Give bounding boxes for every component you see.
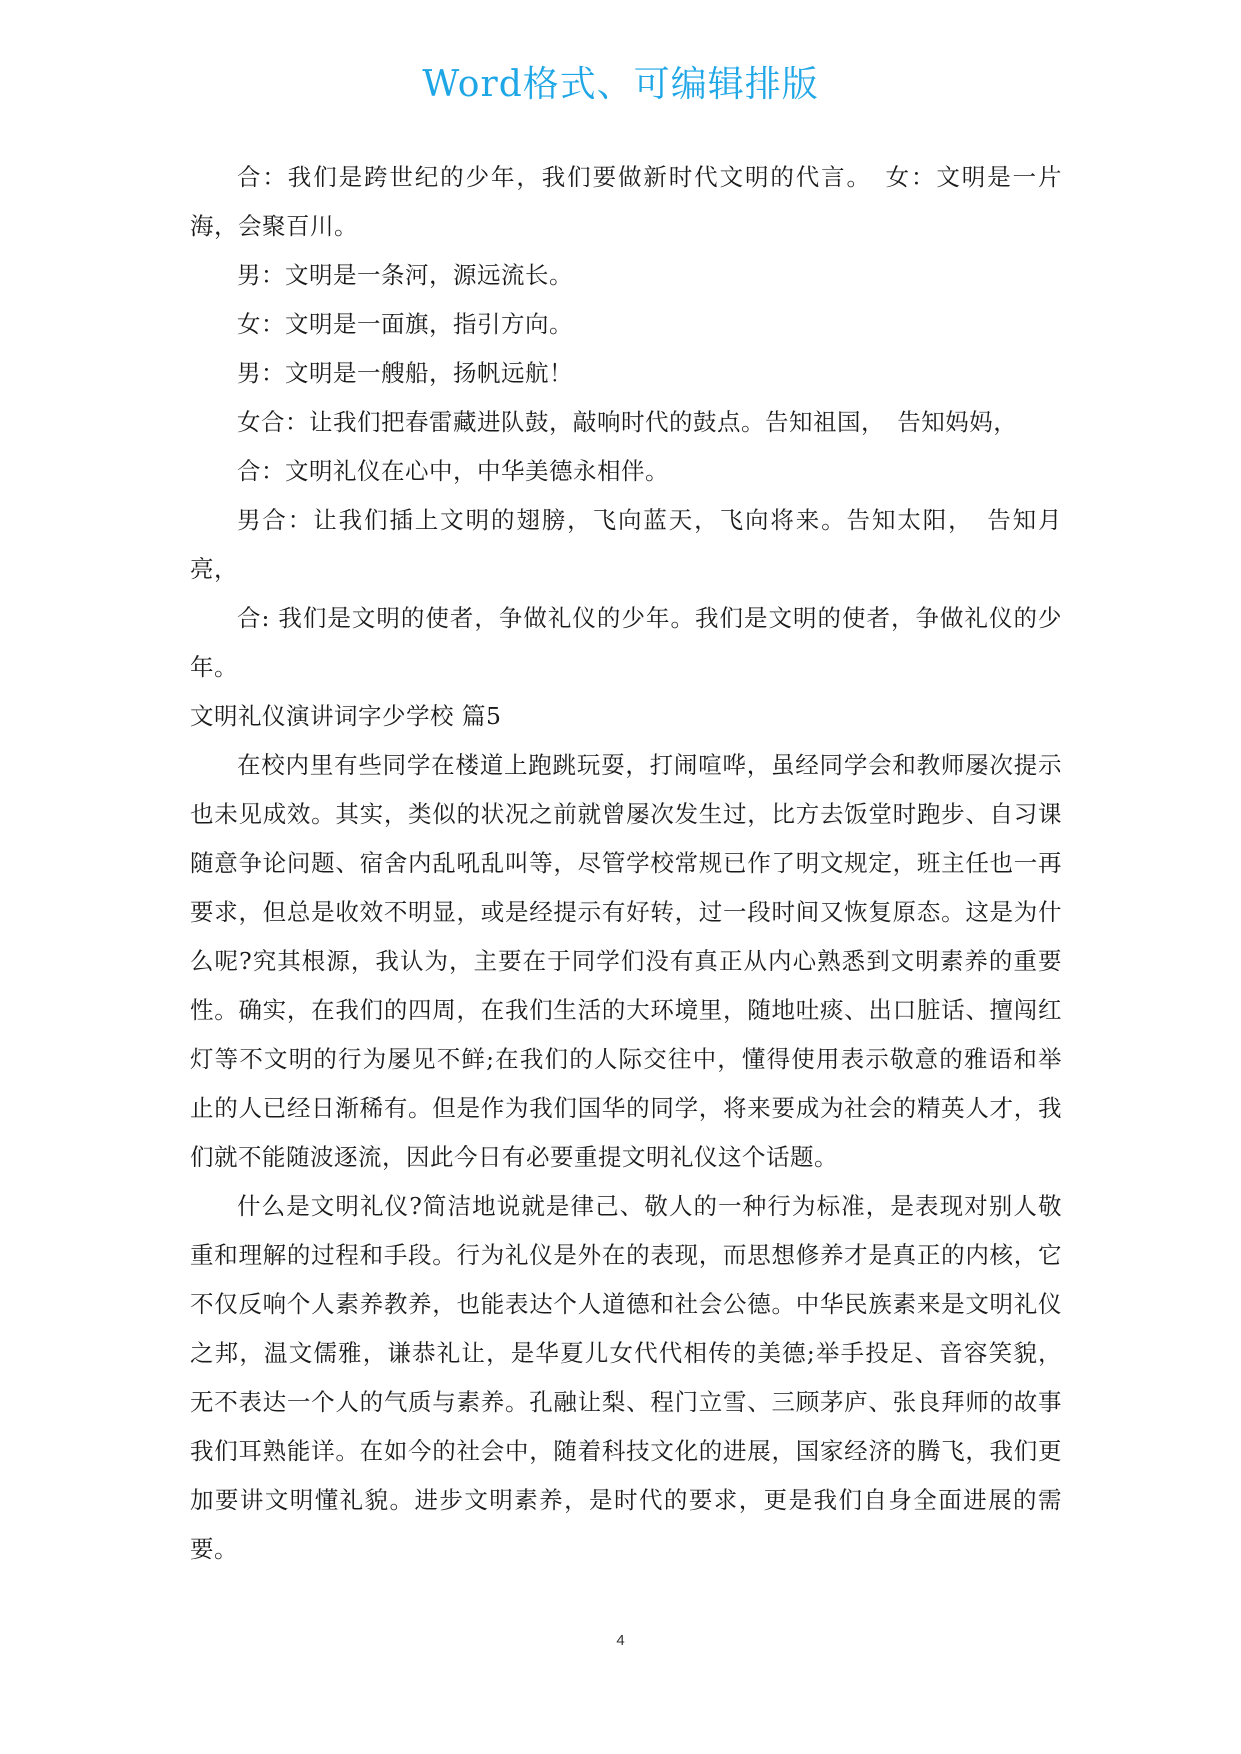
section-heading: 文明礼仪演讲词字少学校 篇5: [190, 702, 502, 730]
paragraph: 女：文明是一面旗，指引方向。: [237, 310, 573, 338]
paragraph: 合：我们是跨世纪的少年，我们要做新时代文明的代言。 女：文明是一片海，会聚百川。: [190, 163, 1062, 240]
paragraph: 合: 我们是文明的使者，争做礼仪的少年。我们是文明的使者，争做礼仪的少年。: [190, 604, 1062, 681]
paragraph: 女合：让我们把春雷藏进队鼓，敲响时代的鼓点。告知祖国， 告知妈妈，: [237, 408, 1018, 436]
page-header-title: Word格式、可编辑排版: [422, 64, 819, 105]
paragraph: 合：文明礼仪在心中，中华美德永相伴。: [237, 457, 669, 485]
paragraph: 什么是文明礼仪?简洁地说就是律己、敬人的一种行为标准，是表现对别人敬重和理解的过程和手段。行为礼仪是外在的表现，而思想修养才是真正的内核，它不仅反响个人素养教养，也能表达个人道德和社会公德。中华民族素来是文明礼仪之邦，温文儒雅，谦恭礼让，是华夏儿女代代相传的美德;举手投足、音容笑貌，无不表达一个人的气质与素养。孔融让梨、程门立雪、三顾茅庐、张良拜师的故事我们耳熟能详。在如今的社会中，随着科技文化的进展，国家经济的腾飞，我们更加要讲文明懂礼貌。进步文明素养，是时代的要求，更是我们自身全面进展的需要。: [190, 1192, 1062, 1563]
paragraph: 在校内里有些同学在楼道上跑跳玩耍，打闹喧哗，虽经同学会和教师屡次提示也未见成效。其实，类似的状况之前就曾屡次发生过，比方去饭堂时跑步、自习课随意争论问题、宿舍内乱吼乱叫等，尽管学校常规已作了明文规定，班主任也一再要求，但总是收效不明显，或是经提示有好转，过一段时间又恢复原态。这是为什么呢?究其根源，我认为，主要在于同学们没有真正从内心熟悉到文明素养的重要性。确实，在我们的四周，在我们生活的大环境里，随地吐痰、出口脏话、擅闯红灯等不文明的行为屡见不鲜;在我们的人际交往中，懂得使用表示敬意的雅语和举止的人已经日渐稀有。但是作为我们国华的同学，将来要成为社会的精英人才，我们就不能随波逐流，因此今日有必要重提文明礼仪这个话题。: [190, 751, 1062, 1171]
paragraph: 男：文明是一艘船，扬帆远航！: [237, 359, 573, 387]
document-body: [190, 153, 1062, 1574]
paragraph: 男：文明是一条河，源远流长。: [237, 261, 573, 289]
paragraph: 男合：让我们插上文明的翅膀，飞向蓝天，飞向将来。告知太阳， 告知月亮，: [190, 506, 1062, 583]
page-number: 4: [616, 1632, 625, 1649]
